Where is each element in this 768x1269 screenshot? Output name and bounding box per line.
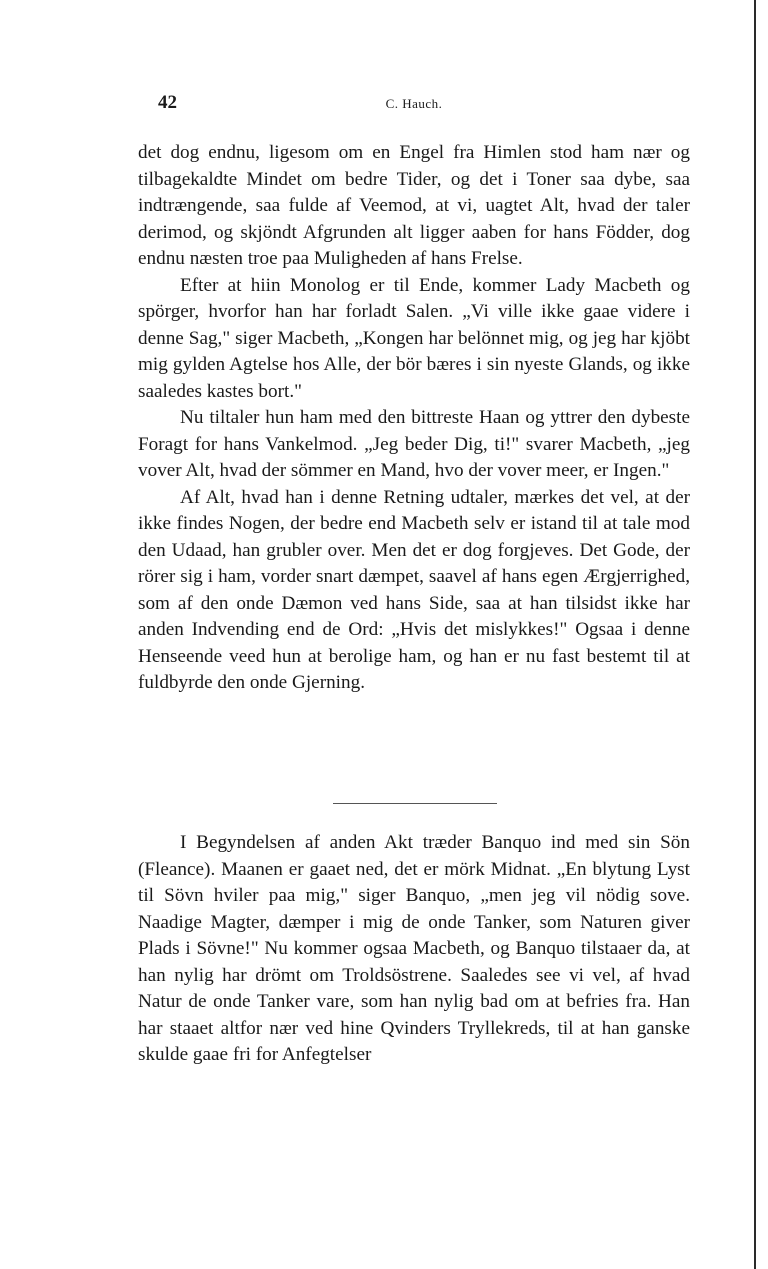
paragraph: Efter at hiin Monolog er til Ende, kommer Lady Macbeth og spörger, hvorfor han har forladt Salen. „Vi ville ikke gaae videre i denne Sag," siger Macbeth, „Kongen har belönnet mig, og jeg har kjöbt mig gylden Agtelse hos Alle, der bör bæres i sin nyeste Glands, og ikke saaledes kastes bort." xyxy=(138,274,690,402)
paragraph: Af Alt, hvad han i denne Retning udtaler, mærkes det vel, at der ikke findes Nogen, der bedre end Macbeth selv er istand til at tale mod den Udaad, han grubler over. Men det er dog forgjeves. Det Gode, der rörer sig i ham, vorder snart dæmpet, saavel af hans egen Ærgjerrighed, som af den onde Dæmon ved hans Side, saa at han tilsidst ikke har anden Indvending end de Ord: „Hvis det mislykkes!" Ogsaa i denne Henseende veed hun at berolige ham, og han er nu fast bestemt til at fuldbyrde den onde Gjerning. xyxy=(138,486,690,693)
running-head: C. Hauch. xyxy=(385,96,443,111)
page-header xyxy=(138,92,690,116)
paragraph: I Begyndelsen af anden Akt træder Banquo ind med sin Sön (Fleance). Maanen er gaaet ned, det er mörk Midnat. „En blytung Lyst til Sövn hviler paa mig," siger Banquo, „men jeg vil nödig sove. Naadige Magter, dæmper i mig de onde Tanker, som Naturen giver Plads i Sövne!" Nu kommer ogsaa Macbeth, og Banquo tilstaaer da, at han nylig har drömt om Troldsöstrene. Saaledes see vi vel, af hvad Natur de onde Tanker vare, som han nylig bad om at befries fra. Han har staaet altfor nær ved hine Qvinders Tryllekreds, til at han ganske skulde gaae fri for Anfegtelser xyxy=(138,832,690,1065)
text-block-2 xyxy=(138,830,690,1069)
page-number: 42 xyxy=(158,92,177,113)
page-edge-line xyxy=(754,0,756,1269)
text-block-1 xyxy=(138,140,690,697)
paragraph: Nu tiltaler hun ham med den bittreste Haan og yttrer den dybeste Foragt for hans Vankelmod. „Jeg beder Dig, ti!" svarer Macbeth, „jeg vover Alt, hvad der sömmer en Mand, hvo der vover meer, er Ingen." xyxy=(138,407,690,481)
section-divider xyxy=(333,803,497,804)
paragraph: det dog endnu, ligesom om en Engel fra Himlen stod ham nær og tilbagekaldte Mindet om bedre Tider, og det i Toner saa dybe, saa indtrængende, saa fulde af Veemod, at vi, uagtet Alt, hvad der taler derimod, og skjöndt Afgrunden alt ligger aaben for hans Födder, dog endnu næsten troe paa Muligheden af hans Frelse. xyxy=(138,142,690,269)
